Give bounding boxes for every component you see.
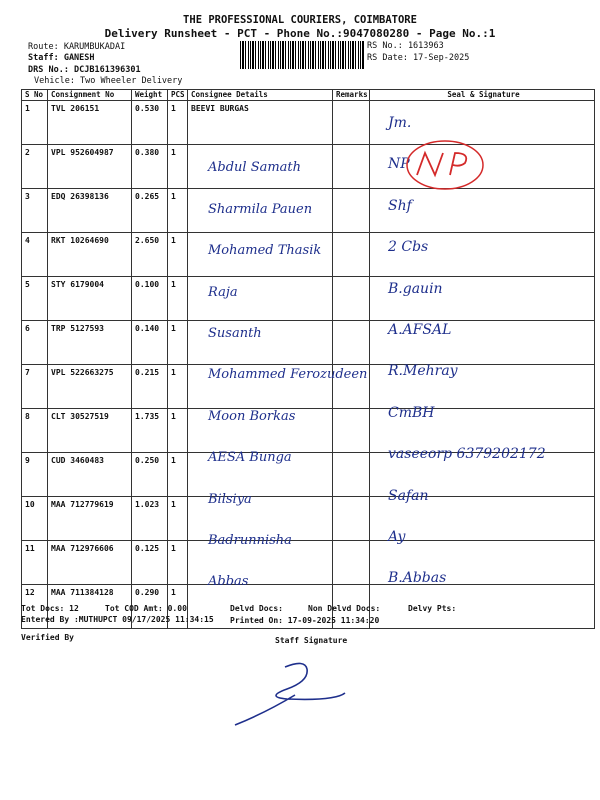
row-pcs: 1 — [168, 233, 188, 277]
row-consignment: MAA 711384128 — [48, 585, 132, 629]
handwritten-consignee-name: Mohammed Ferozudeen — [208, 367, 368, 383]
table-row — [22, 541, 595, 585]
handwritten-signature: NP — [388, 156, 410, 173]
row-remarks — [333, 497, 370, 541]
handwritten-consignee-name: Mohamed Thasik — [208, 243, 322, 259]
row-seal — [370, 585, 595, 629]
col-pcs: PCS — [168, 90, 188, 101]
row-sno: 10 — [22, 497, 48, 541]
handwritten-signature: Safan — [388, 487, 429, 504]
row-sno: 8 — [22, 409, 48, 453]
row-consignment: EDQ 26398136 — [48, 189, 132, 233]
col-remarks: Remarks — [333, 90, 370, 101]
row-details: BEEVI BURGAS — [188, 101, 333, 145]
handwritten-signature: Ay — [388, 529, 406, 545]
row-weight: 1.023 — [132, 497, 168, 541]
row-sno: 6 — [22, 321, 48, 365]
handwritten-consignee-name: Susanth — [208, 326, 262, 341]
row-weight: 0.380 — [132, 145, 168, 189]
delvy-pts: Delvy Pts: — [408, 604, 457, 613]
row-remarks — [333, 321, 370, 365]
table-row — [22, 497, 595, 541]
table-row — [22, 101, 595, 145]
rs-no: RS No.: 1613963 — [367, 41, 444, 51]
row-sno: 4 — [22, 233, 48, 277]
row-sno: 2 — [22, 145, 48, 189]
drs-label: DRS No.: DCJB161396301 — [28, 65, 141, 75]
printed-on: Printed On: 17-09-2025 11:34:20 — [230, 616, 380, 625]
row-consignment: MAA 712779619 — [48, 497, 132, 541]
row-sno: 7 — [22, 365, 48, 409]
verified-by: Verified By — [21, 633, 74, 642]
row-remarks — [333, 189, 370, 233]
handwritten-signature: vaseeorp 6379202172 — [388, 446, 546, 463]
route-label: Route: KARUMBUKADAI — [28, 42, 126, 52]
table-row — [22, 277, 595, 321]
col-details: Consignee Details — [188, 90, 333, 101]
row-weight: 0.290 — [132, 585, 168, 629]
red-stamp — [395, 135, 505, 195]
row-sno: 11 — [22, 541, 48, 585]
row-remarks — [333, 453, 370, 497]
row-pcs: 1 — [168, 365, 188, 409]
row-pcs: 1 — [168, 409, 188, 453]
row-remarks — [333, 101, 370, 145]
row-consignment: RKT 10264690 — [48, 233, 132, 277]
staff-signature-scribble — [225, 655, 365, 735]
row-sno: 9 — [22, 453, 48, 497]
row-weight: 0.530 — [132, 101, 168, 145]
table-header-row — [22, 90, 595, 101]
staff-label: Staff: GANESH — [28, 53, 95, 63]
row-sno: 12 — [22, 585, 48, 629]
row-consignment: VPL 522663275 — [48, 365, 132, 409]
row-weight: 0.140 — [132, 321, 168, 365]
row-pcs: 1 — [168, 497, 188, 541]
entered-by: Entered By :MUTHUPCT 09/17/2025 11:34:15 — [21, 615, 214, 624]
row-weight: 0.125 — [132, 541, 168, 585]
row-consignment: TVL 206151 — [48, 101, 132, 145]
handwritten-consignee-name: Raja — [208, 284, 238, 300]
handwritten-signature: B.gauin — [388, 280, 443, 297]
row-pcs: 1 — [168, 277, 188, 321]
handwritten-consignee-name: Sharmila Pauen — [208, 201, 313, 217]
row-pcs: 1 — [168, 101, 188, 145]
handwritten-signature: 2 Cbs — [388, 239, 429, 256]
row-remarks — [333, 409, 370, 453]
row-consignment: MAA 712976606 — [48, 541, 132, 585]
handwritten-consignee-name: AESA Bunga — [208, 450, 292, 466]
col-consignment: Consignment No — [48, 90, 132, 101]
handwritten-consignee-name: Badrunnisha — [208, 533, 292, 548]
row-pcs: 1 — [168, 541, 188, 585]
row-consignment: CLT 30527519 — [48, 409, 132, 453]
row-sno: 5 — [22, 277, 48, 321]
row-remarks — [333, 541, 370, 585]
handwritten-consignee-name: Moon Borkas — [208, 408, 296, 424]
tot-cod: Tot COD Amt: 0.00 — [105, 604, 187, 613]
row-remarks — [333, 277, 370, 321]
staff-signature-label: Staff Signature — [275, 636, 348, 645]
col-seal: Seal & Signature — [370, 90, 595, 101]
col-weight: Weight — [132, 90, 168, 101]
company-title: THE PROFESSIONAL COURIERS, COIMBATORE — [183, 14, 417, 26]
row-consignment: STY 6179004 — [48, 277, 132, 321]
handwritten-signature: A.AFSAL — [388, 322, 452, 338]
row-consignment: TRP 5127593 — [48, 321, 132, 365]
row-sno: 1 — [22, 101, 48, 145]
handwritten-consignee-name: Bilsiya — [208, 491, 252, 507]
row-pcs: 1 — [168, 145, 188, 189]
delvd-docs: Delvd Docs: — [230, 604, 283, 613]
handwritten-signature: R.Mehray — [388, 363, 458, 380]
col-sno: S No — [22, 90, 48, 101]
row-sno: 3 — [22, 189, 48, 233]
handwritten-signature: Jm. — [388, 115, 412, 131]
delivery-table — [21, 89, 595, 629]
row-weight: 0.265 — [132, 189, 168, 233]
row-weight: 2.650 — [132, 233, 168, 277]
row-consignment: CUD 3460483 — [48, 453, 132, 497]
handwritten-signature: CmBH — [388, 404, 435, 421]
runsheet-subtitle: Delivery Runsheet - PCT - Phone No.:9047080280 - Page No.:1 — [104, 27, 496, 40]
row-pcs: 1 — [168, 585, 188, 629]
row-pcs: 1 — [168, 321, 188, 365]
handwritten-signature: Shf — [388, 197, 412, 214]
tot-docs: Tot Docs: 12 — [21, 604, 79, 613]
non-delvd-docs: Non Delvd Docs: — [308, 604, 381, 613]
row-consignment: VPL 952604987 — [48, 145, 132, 189]
table-row — [22, 321, 595, 365]
vehicle-label: Vehicle: Two Wheeler Delivery — [34, 76, 183, 86]
row-weight: 1.735 — [132, 409, 168, 453]
row-weight: 0.250 — [132, 453, 168, 497]
row-remarks — [333, 233, 370, 277]
row-weight: 0.215 — [132, 365, 168, 409]
row-remarks — [333, 145, 370, 189]
handwritten-signature: B.Abbas — [388, 570, 447, 587]
rs-date: RS Date: 17-Sep-2025 — [367, 53, 470, 63]
handwritten-consignee-name: Abdul Samath — [208, 160, 302, 176]
barcode — [240, 41, 364, 69]
handwritten-consignee-name: Abbas — [208, 574, 249, 590]
row-pcs: 1 — [168, 453, 188, 497]
row-weight: 0.100 — [132, 277, 168, 321]
table-row — [22, 145, 595, 189]
row-pcs: 1 — [168, 189, 188, 233]
